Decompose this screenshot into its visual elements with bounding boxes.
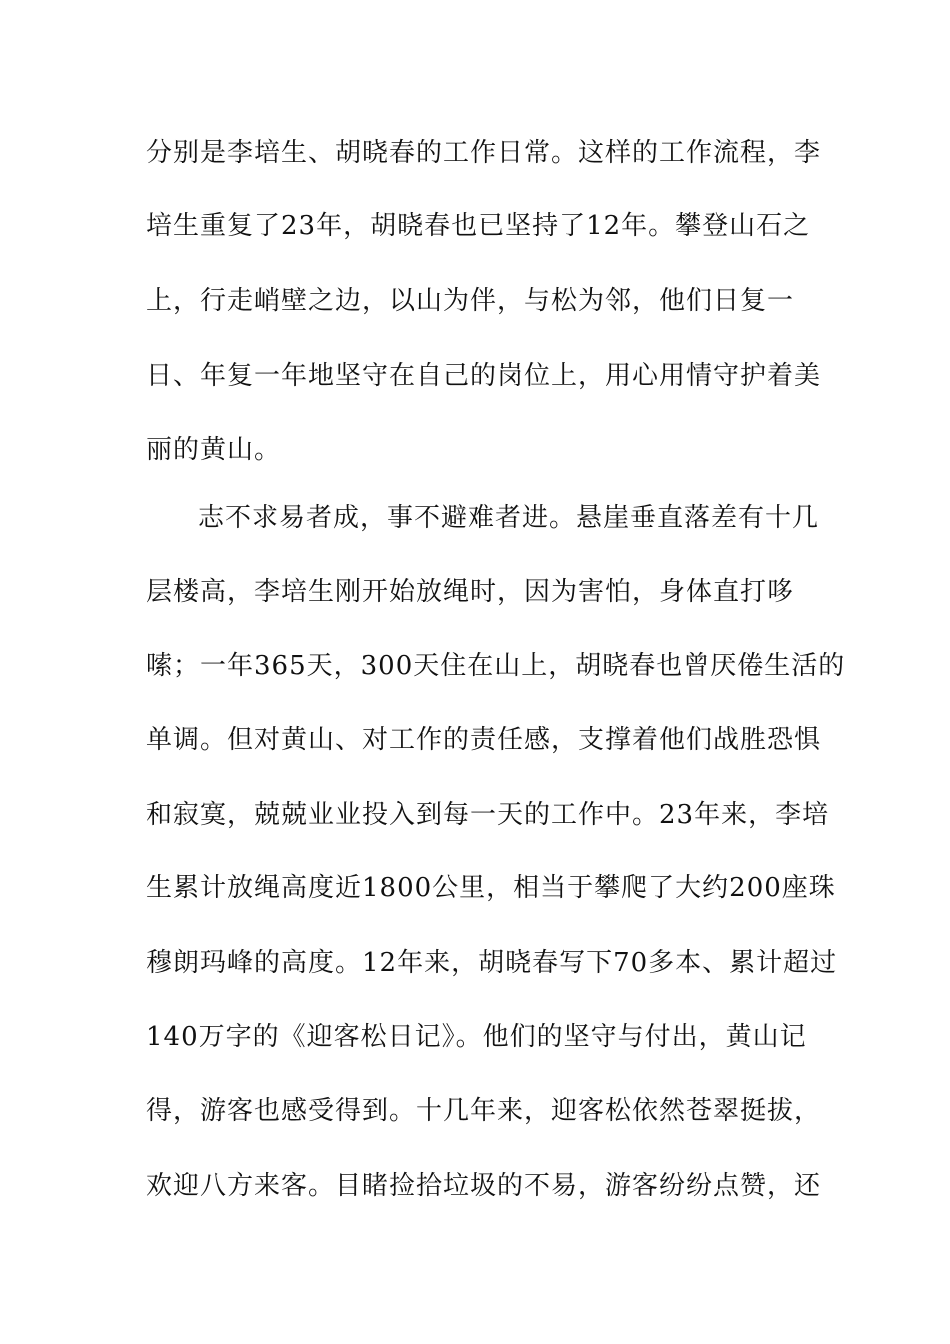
text-line: 培生重复了23年，胡晓春也已坚持了12年。攀登山石之 — [146, 211, 811, 241]
text-line: 志不求易者成，事不避难者进。悬崖垂直落差有十几 — [198, 503, 820, 533]
text-line: 上，行走峭壁之边，以山为伴，与松为邻，他们日复一 — [146, 286, 795, 316]
text-line: 欢迎八方来客。目睹捡拾垃圾的不易，游客纷纷点赞，还 — [146, 1171, 822, 1201]
text-line: 和寂寞，兢兢业业投入到每一天的工作中。23年来，李培 — [146, 800, 830, 830]
text-line: 生累计放绳高度近1800公里，相当于攀爬了大约200座珠 — [146, 873, 836, 903]
text-line: 穆朗玛峰的高度。12年来，胡晓春写下70多本、累计超过 — [146, 948, 838, 978]
text-line: 丽的黄山。 — [146, 435, 282, 465]
text-line: 嗦；一年365天，300天住在山上，胡晓春也曾厌倦生活的 — [146, 651, 846, 681]
text-line: 单调。但对黄山、对工作的责任感，支撑着他们战胜恐惧 — [146, 725, 822, 755]
text-line: 分别是李培生、胡晓春的工作日常。这样的工作流程，李 — [146, 138, 822, 168]
text-line: 得，游客也感受得到。十几年来，迎客松依然苍翠挺拔， — [146, 1096, 822, 1126]
text-line: 层楼高，李培生刚开始放绳时，因为害怕，身体直打哆 — [146, 577, 795, 607]
text-line: 日、年复一年地坚守在自己的岗位上，用心用情守护着美 — [146, 361, 822, 391]
text-line: 140万字的《迎客松日记》。他们的坚守与付出，黄山记 — [146, 1022, 807, 1052]
